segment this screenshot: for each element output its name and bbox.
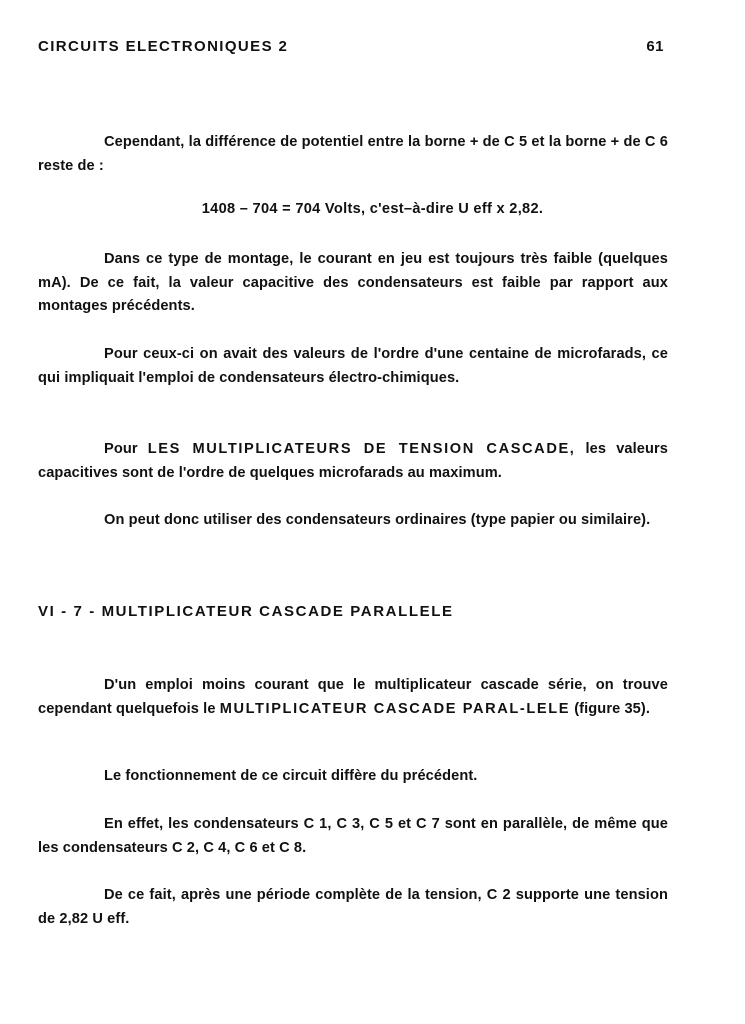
paragraph-ordinary-capacitors: On peut donc utiliser des condensateurs ordinaires (type papier ou similaire). <box>104 512 651 528</box>
section-heading: VI - 7 - MULTIPLICATEUR CASCADE PARALLELE <box>38 603 454 620</box>
paragraph-parallel-intro <box>38 674 668 721</box>
running-title: CIRCUITS ELECTRONIQUES 2 <box>38 38 289 55</box>
paragraph-c2-voltage: De ce fait, après une période complète de la tension, C 2 supporte une tension de 2,82 U eff. <box>38 887 668 927</box>
text-run: Pour <box>104 441 148 457</box>
paragraph-previous-values: Pour ceux-ci on avait des valeurs de l'ordre d'une centaine de microfarads, ce qui impliquait l'emploi de condensateurs électro-chimiques. <box>38 346 668 386</box>
paragraph-current-low: Dans ce type de montage, le courant en jeu est toujours très faible (quelques mA). De ce fait, la valeur capacitive des condensateurs est faible par rapport aux montages précédents. <box>38 251 668 314</box>
page-header <box>38 38 664 60</box>
text-run: D'un emploi moins courant que le multiplicateur cascade série, on trouve cependant quelquefois le <box>38 677 668 717</box>
emphasis-caps: LES MULTIPLICATEURS DE TENSION CASCADE, <box>147 441 576 457</box>
paragraph-parallel-capacitors: En effet, les condensateurs C 1, C 3, C 5 et C 7 sont en parallèle, de même que les condensateurs C 2, C 4, C 6 et C 8. <box>38 816 668 856</box>
formula-line: 1408 – 704 = 704 Volts, c'est–à-dire U eff x 2,82. <box>201 201 544 217</box>
emphasis-caps: MULTIPLICATEUR CASCADE PARAL-LELE <box>219 700 571 717</box>
text-run: (figure 35). <box>570 700 651 717</box>
paragraph-cascade-multipliers <box>38 438 668 485</box>
paragraph-operation: Le fonctionnement de ce circuit diffère du précédent. <box>104 768 478 784</box>
paragraph-potential-difference: Cependant, la différence de potentiel entre la borne + de C 5 et la borne + de C 6 reste de : <box>38 134 668 174</box>
text-run: les valeurs capacitives sont de l'ordre de quelques microfarads au maximum. <box>38 441 669 481</box>
page-number: 61 <box>646 38 664 55</box>
